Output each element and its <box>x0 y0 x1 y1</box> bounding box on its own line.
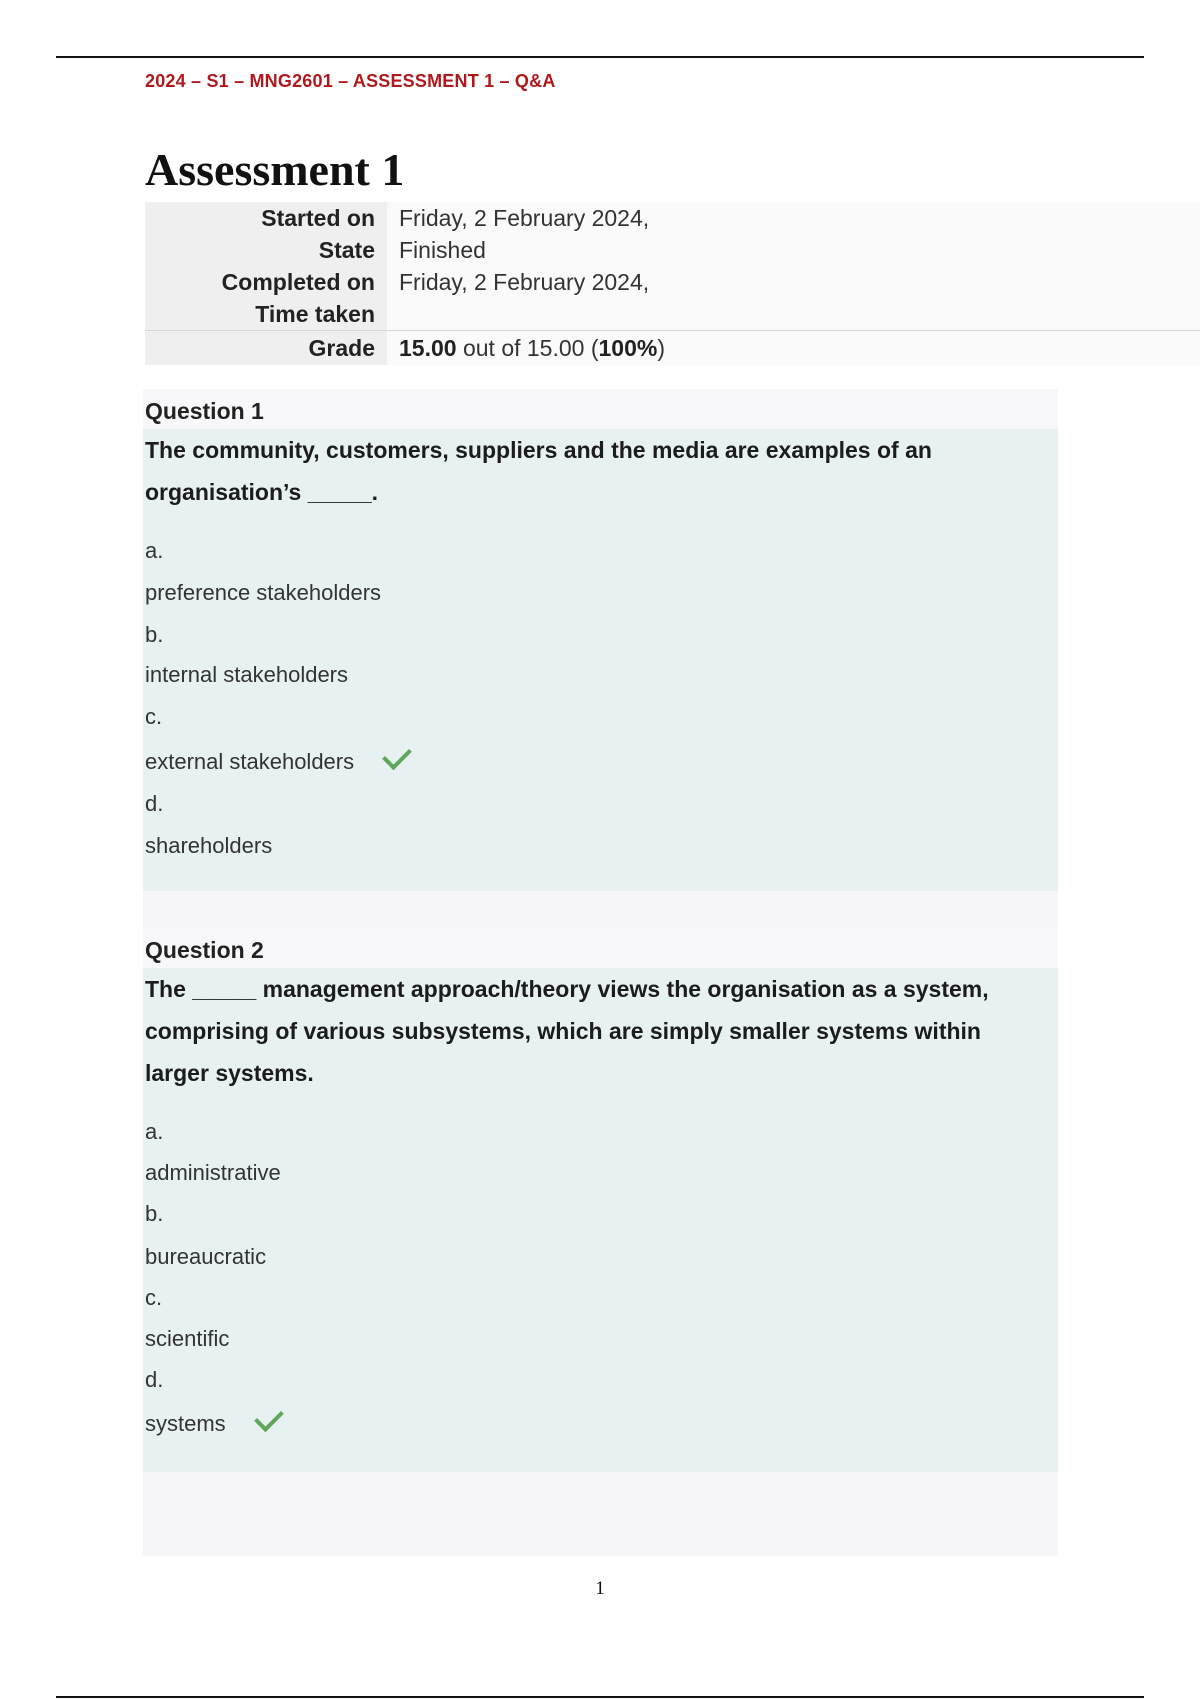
question-1-option-a-letter: a. <box>145 538 164 563</box>
check-icon <box>254 1402 284 1432</box>
page-number: 1 <box>595 1578 605 1599</box>
summary-row-started <box>145 202 1200 234</box>
completed-label: Completed on <box>145 266 387 298</box>
question-2-option-b-letter: b. <box>145 1201 164 1226</box>
question-1-body <box>143 429 1058 891</box>
question-1-option-b-letter: b. <box>145 622 164 647</box>
grade-out-of: out of 15.00 ( <box>456 334 599 361</box>
started-value: Friday, 2 February 2024, <box>387 202 1200 234</box>
summary-row-time <box>145 298 1200 331</box>
question-1-text: The community, customers, suppliers and the media are examples of an organisation’s _____. <box>145 437 932 505</box>
question-2-option-d-row[interactable] <box>145 1411 282 1437</box>
grade-percent: 100% <box>598 334 658 361</box>
question-2-label: Question 2 <box>145 937 264 963</box>
page-title: Assessment 1 <box>145 144 405 195</box>
document-header: 2024 – S1 – MNG2601 – ASSESSMENT 1 – Q&A <box>145 71 556 91</box>
state-value: Finished <box>387 234 1200 266</box>
question-2-footer <box>143 1472 1058 1556</box>
question-2-option-d: systems <box>145 1411 226 1436</box>
question-1-option-a[interactable]: preference stakeholders <box>145 580 382 605</box>
question-1-label: Question 1 <box>145 398 264 424</box>
question-2-option-a-letter: a. <box>145 1119 164 1144</box>
summary-row-completed <box>145 266 1200 298</box>
state-label: State <box>145 234 387 266</box>
bottom-rule <box>56 1696 1144 1698</box>
grade-score: 15.00 <box>399 334 457 361</box>
summary-row-state <box>145 234 1200 266</box>
question-2-option-c-letter: c. <box>145 1285 163 1310</box>
question-1-option-c: external stakeholders <box>145 749 355 774</box>
completed-value: Friday, 2 February 2024, <box>387 266 1200 298</box>
grade-label: Grade <box>145 331 387 366</box>
time-label: Time taken <box>145 298 387 331</box>
question-2-option-b[interactable]: bureaucratic <box>145 1244 267 1269</box>
question-2-option-a[interactable]: administrative <box>145 1160 281 1185</box>
grade-value <box>387 331 1200 366</box>
question-2-text: The _____ management approach/theory views the organisation as a system, comprising of various subsystems, which are simply smaller systems within larger systems. <box>145 976 989 1086</box>
question-1-option-c-letter: c. <box>145 704 163 729</box>
question-1-option-b[interactable]: internal stakeholders <box>145 662 349 687</box>
started-label: Started on <box>145 202 387 234</box>
attempt-summary-table <box>145 202 1200 365</box>
top-rule <box>56 56 1144 58</box>
question-2-header <box>143 928 1058 968</box>
question-1-option-d[interactable]: shareholders <box>145 833 273 858</box>
grade-close: ) <box>657 334 665 361</box>
question-2-body <box>143 968 1058 1472</box>
check-icon <box>382 740 412 770</box>
question-1-option-d-letter: d. <box>145 791 164 816</box>
question-2-option-c[interactable]: scientific <box>145 1326 230 1351</box>
question-1-footer <box>143 891 1058 928</box>
question-2-option-d-letter: d. <box>145 1367 164 1392</box>
question-1-header <box>143 389 1058 429</box>
question-1-option-c-row[interactable] <box>145 749 410 775</box>
summary-row-grade <box>145 331 1200 366</box>
time-value <box>387 298 1200 331</box>
